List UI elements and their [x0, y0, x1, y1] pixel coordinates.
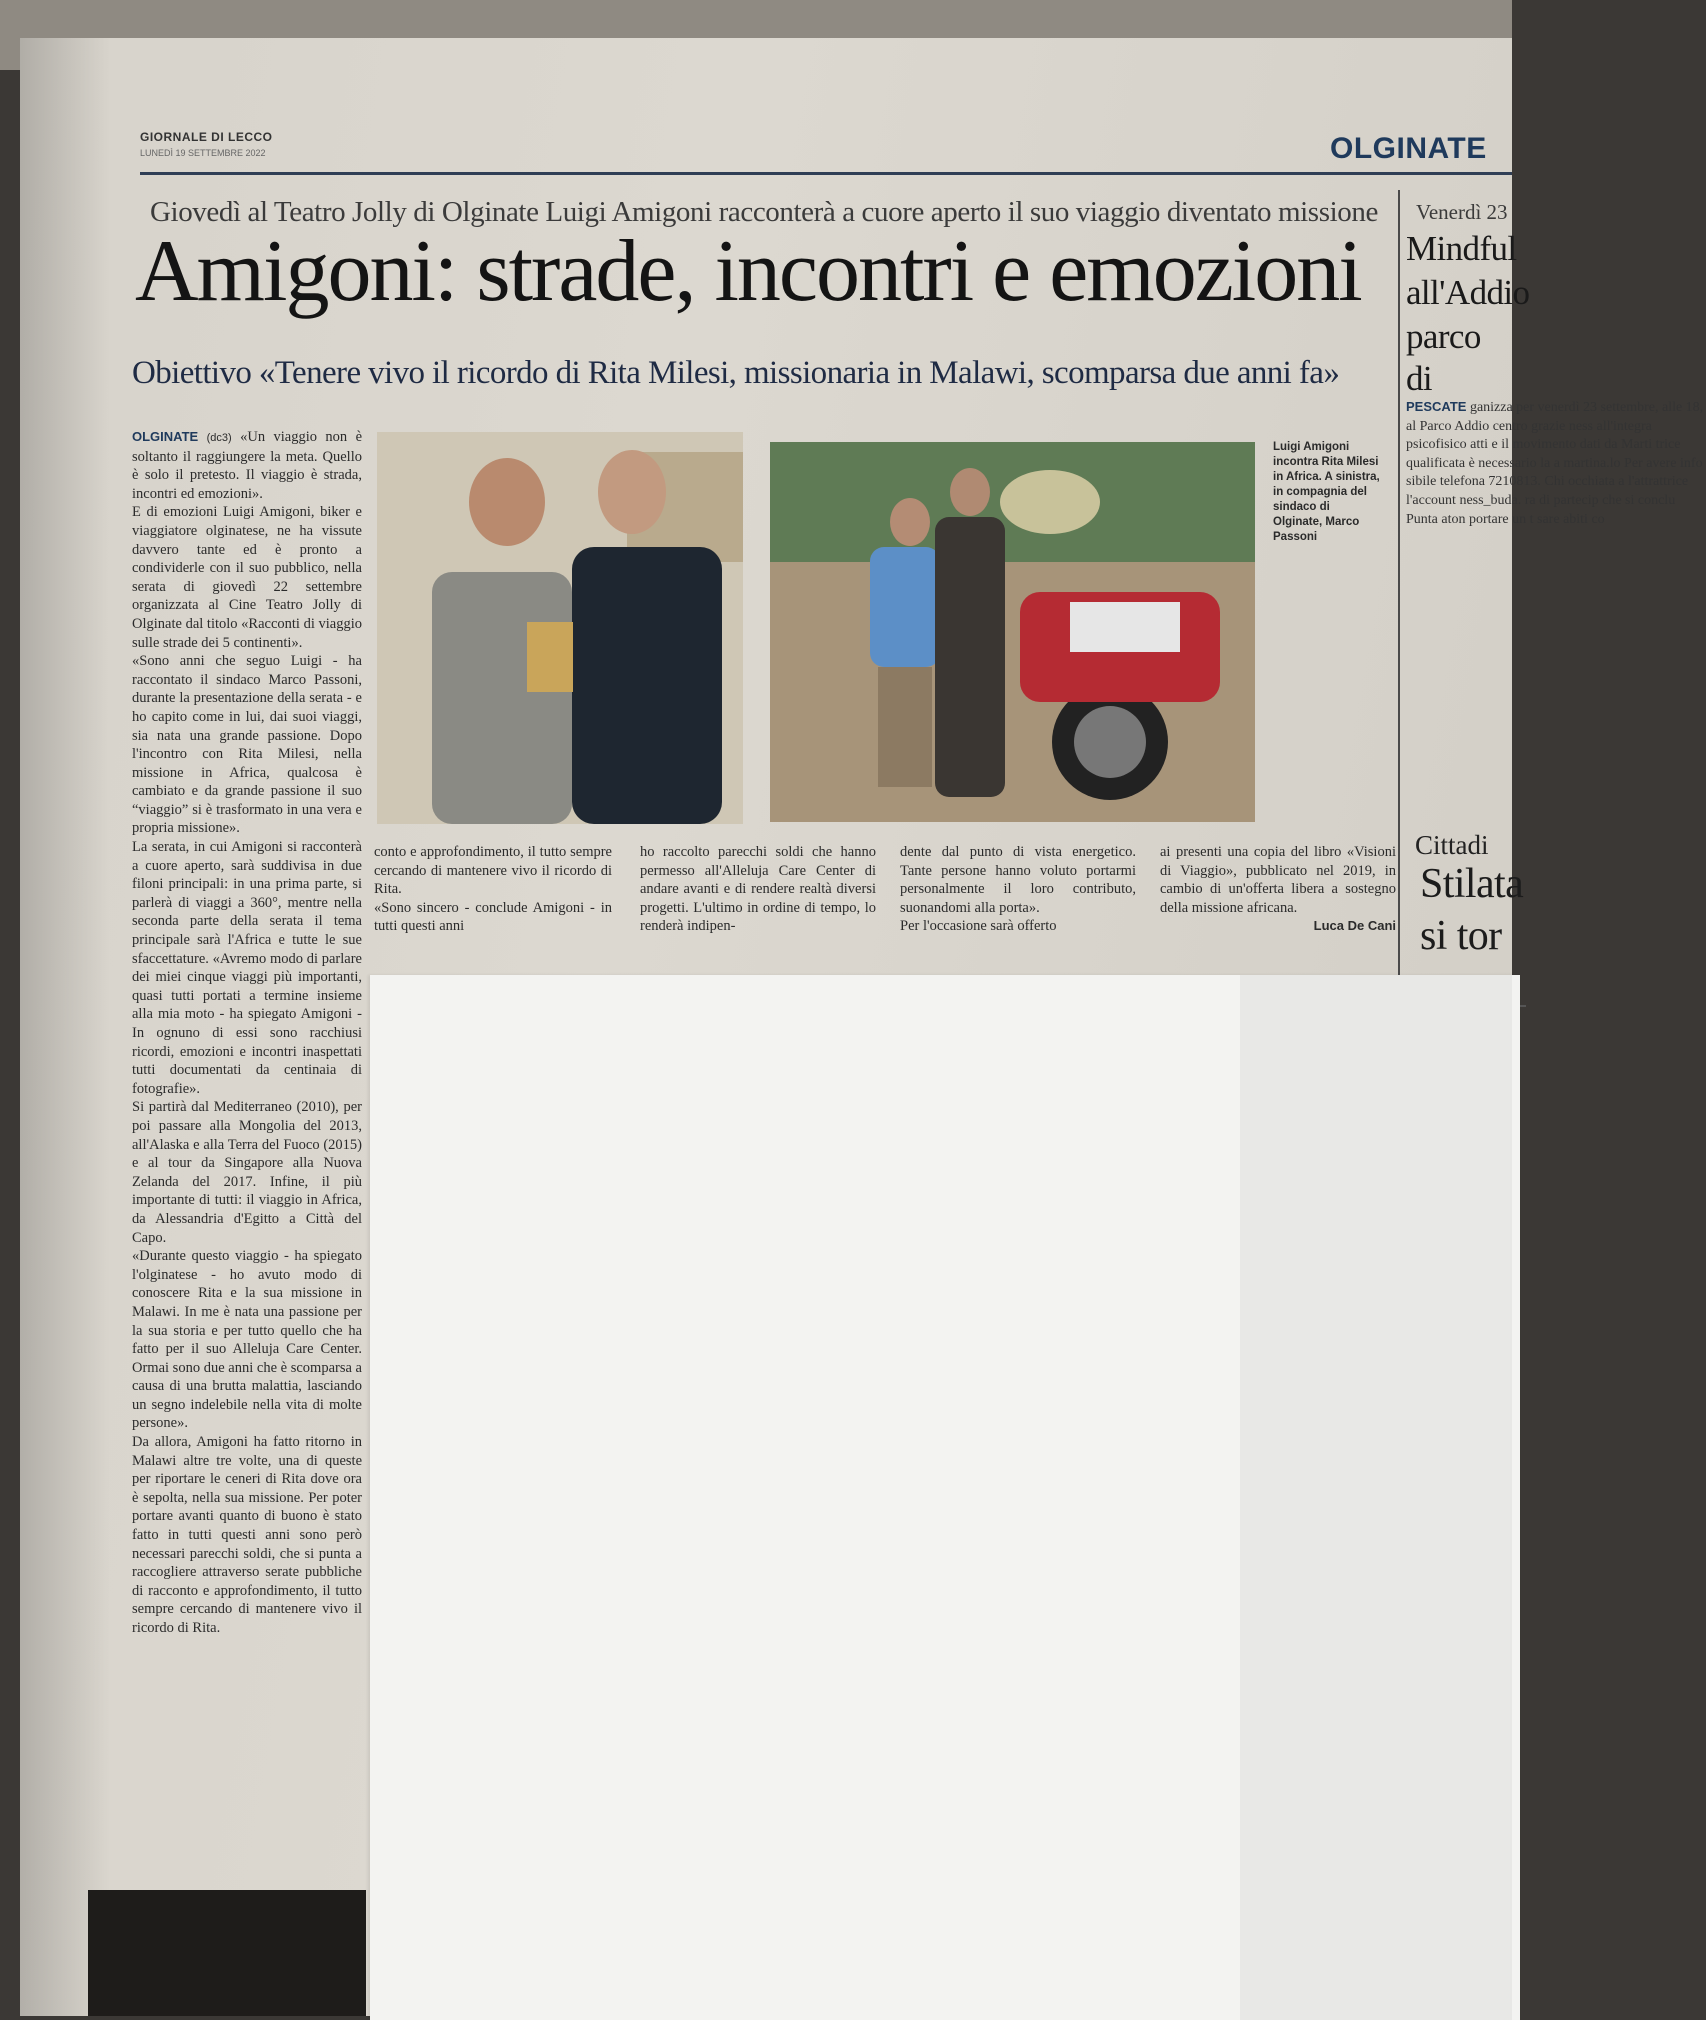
header-rule — [140, 172, 1512, 175]
paragraph: «Sono sincero - conclude Amigoni - in tutti questi anni — [374, 899, 612, 935]
sidebar-kicker: Venerdì 23 — [1416, 200, 1508, 224]
article-kicker: Giovedì al Teatro Jolly di Olginate Luigi Amigoni racconterà a cuore aperto il suo viaggio diventato missione — [150, 196, 1378, 228]
photo-illustration — [770, 442, 1255, 822]
photo-illustration — [377, 432, 743, 824]
paragraph: Si partirà dal Mediterraneo (2010), per poi passare alla Mongolia del 2013, all'Alaska e alla Terra del Fuoco (2015) e al tour da Singapore alla Nuova Zelanda del 2017. Infine, il più importante di tutti: il viaggio in Africa, da Alessandria d'Egitto a Città del Capo. — [132, 1099, 362, 1246]
photo-amigoni-milesi-africa — [770, 442, 1255, 822]
masthead-date: LUNEDÌ 19 SETTEMBRE 2022 — [140, 148, 266, 158]
article-column-2 — [374, 843, 612, 936]
masthead: GIORNALE DI LECCO — [140, 130, 273, 144]
sidebar-headline-line: all'Addio — [1406, 273, 1530, 312]
sidebar2-headline — [1420, 858, 1523, 962]
sidebar-headline-line: Mindful — [1406, 229, 1517, 268]
paragraph: Da allora, Amigoni ha fatto ritorno in Malawi altre tre volte, una di queste per riportare le ceneri di Rita dove ora è sepolta, nella sua missione. Per poter portare avanti quanto di buono è stato fatto in tutti questi anni sono però necessari parecchi soldi, che si punta a raccogliere attraverso serate pubbliche di racconto e approfondimento, il tutto sempre cercando di mantenere vivo il ricordo di Rita. — [132, 1434, 362, 1636]
author-tag: (dc3) — [206, 432, 232, 444]
paragraph: E di emozioni Luigi Amigoni, biker e viaggiatore olginatese, ne ha vissute davvero tante ed è pronto a condividerle con il suo pubblico, nella serata di giovedì 22 settembre organizzata al Cine Teatro Jolly di Olginate dal titolo «Racconti di viaggio sulle strade dei 5 continenti». — [132, 504, 362, 651]
article-column-1 — [132, 428, 362, 1638]
bottom-photo — [88, 1890, 366, 2016]
paragraph: La serata, in cui Amigoni si racconterà a cuore aperto, sarà suddivisa in due filoni principali: in una prima parte, si parlerà di viaggi a 360°, mentre nella seconda parte della serata il tema principale sarà l'Africa e tutte le sue sfaccettature. «Avremo modo di parlare dei miei cinque viaggi più importanti, quasi tutti portati a termine insieme alla mia moto - ha spiegato Amigoni - In ognuno di essi sono racchiusi ricordi, emozioni e incontri inaspettati tutti documentati da centinaia di fotografie». — [132, 839, 362, 1097]
byline: Luca De Cani — [1313, 918, 1396, 934]
sidebar2-headline-line: si tor — [1420, 913, 1502, 959]
paragraph: conto e approfondimento, il tutto sempre cercando di mantenere vivo il ricordo di Rita. — [374, 844, 612, 898]
sidebar-dateline: PESCATE — [1406, 399, 1467, 414]
paragraph: Per l'occasione sarà offerto — [900, 918, 1057, 935]
sidebar-body — [1406, 398, 1706, 529]
photo-caption: Luigi Amigoni incontra Rita Milesi in Africa. A sinistra, in compagnia del sindaco di Olginate, Marco Passoni — [1273, 441, 1380, 543]
page-fold-shadow — [20, 38, 110, 2016]
section-title: OLGINATE — [1330, 132, 1487, 165]
sidebar2-kicker: Cittadi — [1415, 830, 1489, 860]
dateline: OLGINATE — [132, 429, 199, 444]
sidebar2-headline-line: Stilata — [1420, 861, 1524, 907]
paragraph: ho raccolto parecchi soldi che hanno permesso all'Alleluja Care Center di andare avanti e di rendere realtà diversi progetti. L'ultimo in ordine di tempo, lo renderà indipen- — [640, 844, 876, 935]
paragraph: ganizza per venerdì 23 settembre, alle 18, al Parco Addio centro grazie ness all'integra psicofisico atti e il movimento dati da Marti trice qualificata è necessario la a martina.lo Per avere info sibile telefona 7210813. Chi occhiata a l'attrattrice l'account ness_buda. ra di partecip che si conclu Punta aton portare un t sare abiti co — [1406, 400, 1704, 527]
blank-paper-edge — [1240, 975, 1512, 2020]
article-subhead: Obiettivo «Tenere vivo il ricordo di Rita Milesi, missionaria in Malawi, scomparsa due anni fa» — [132, 355, 1340, 391]
photo-amigoni-passoni — [377, 432, 743, 824]
article-column-3 — [640, 843, 876, 936]
paragraph: dente dal punto di vista energetico. Tante persone hanno voluto portarmi personalmente il loro contributo, suonandomi alla porta». — [900, 844, 1136, 916]
paragraph: «Un viaggio non è soltanto il raggiungere la meta. Quello è solo il pretesto. Il viaggio è strada, incontri ed emozioni». — [132, 429, 363, 502]
sidebar-headline-line: parco di — [1406, 317, 1481, 398]
paragraph: «Sono anni che seguo Luigi - ha raccontato il sindaco Marco Passoni, durante la presentazione della serata - e ho capito come in lui, dai suoi viaggi, sia nata una grande passione. Dopo l'incontro con Rita Milesi, nella missione in Africa, qualcosa è cambiato e da grande passione il suo “viaggio” si è trasformato in una vera e propria missione». — [132, 653, 362, 837]
article-column-4 — [900, 843, 1136, 936]
article-column-5 — [1160, 843, 1396, 936]
article-headline: Amigoni: strade, incontri e emozioni — [135, 223, 1361, 320]
paragraph: ai presenti una copia del libro «Visioni di Viaggio», pubblicato nel 2019, in cambio di un'offerta libera a sostegno della missione africana. — [1160, 844, 1396, 916]
paragraph: «Durante questo viaggio - ha spiegato l'olginatese - ho avuto modo di conoscere Rita e la sua missione in Malawi. In me è nata una passione per la sua storia e per tutto quello che ha fatto per il suo Alleluja Care Center. Ormai sono due anni che è scomparsa a causa di una brutta malattia, lasciando un segno indelebile nella vita di molte persone». — [132, 1248, 362, 1432]
